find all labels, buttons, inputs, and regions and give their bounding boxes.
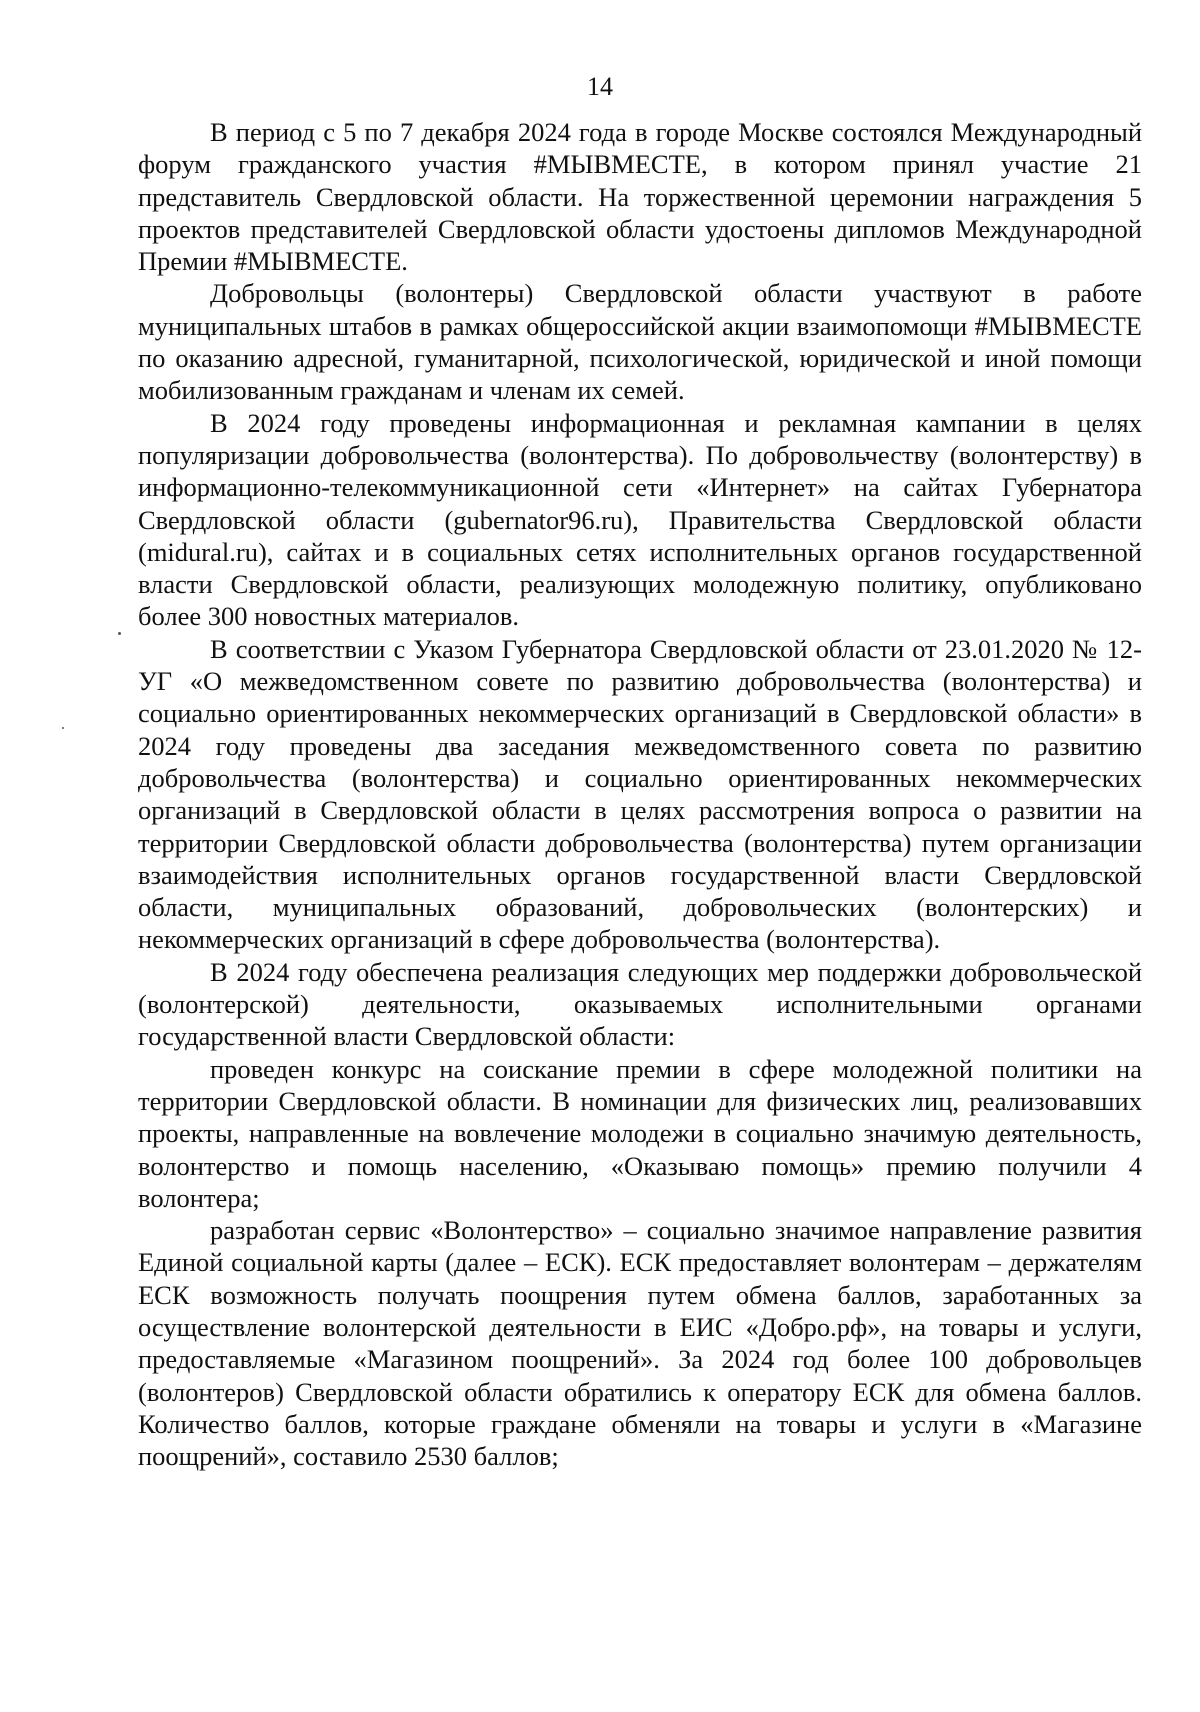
paragraph-forum: В период с 5 по 7 декабря 2024 года в городе Москве состоялся Международный форум гражданского участия #МЫВМЕСТЕ, в котором принял участие 21 представитель Свердловской области. На торжественной церемонии награждения 5 проектов представителей Свердловской области удостоены дипломов Международной Премии #МЫВМЕСТЕ. <box>138 117 1142 277</box>
paragraph-information-campaign: В 2024 году проведены информационная и рекламная кампании в целях популяризации добровольчества (волонтерства). По добровольчеству (волонтерству) в информационно-телекоммуникационной сети «Интернет» на сайтах Губернатора Свердловской области (gubernator96.ru), Правительства Свердловской области (midural.ru), сайтах и в социальных сетях исполнительных органов государственной власти Свердловской области, реализующих молодежную политику, опубликовано более 300 новостных материалов. <box>138 407 1142 632</box>
paragraph-volunteers-headquarters: Добровольцы (волонтеры) Свердловской области участвуют в работе муниципальных штабов в рамках общероссийской акции взаимопомощи #МЫВМЕСТЕ по оказанию адресной, гуманитарной, психологической, юридической и иной помощи мобилизованным гражданам и членам их семей. <box>138 278 1142 406</box>
scan-speck <box>62 727 64 729</box>
paragraph-interdepartmental-council: В соответствии с Указом Губернатора Свердловской области от 23.01.2020 № 12-УГ «О межведомственном совете по развитию добровольчества (волонтерства) и социально ориентированных некоммерческих организаций в Свердловской области» в 2024 году проведены два заседания межведомственного совета по развитию добровольчества (волонтерства) и социально ориентированных некоммерческих организаций в Свердловской области в целях рассмотрения вопроса о развитии на территории Свердловской области добровольчества (волонтерства) путем организации взаимодействия исполнительных органов государственной власти Свердловской области, муниципальных образований, добровольческих (волонтерских) и некоммерческих организаций в сфере добровольчества (волонтерства). <box>138 633 1142 955</box>
scan-speck <box>118 632 121 635</box>
body-text <box>138 116 1142 1472</box>
paragraph-volunteering-service: разработан сервис «Волонтерство» – социально значимое направление развития Единой социальной карты (далее – ЕСК). ЕСК предоставляет волонтерам – держателям ЕСК возможность получать поощрения путем обмена баллов, заработанных за осуществление волонтерской деятельности в ЕИС «Добро.рф», на товары и услуги, предоставляемые «Магазином поощрений». За 2024 год более 100 добровольцев (волонтеров) Свердловской области обратились к оператору ЕСК для обмена баллов. Количество баллов, которые граждане обменяли на товары и услуги в «Магазине поощрений», составило 2530 баллов; <box>138 1215 1142 1472</box>
paragraph-support-measures: В 2024 году обеспечена реализация следующих мер поддержки добровольческой (волонтерской) деятельности, оказываемых исполнительными органами государственной власти Свердловской области: <box>138 956 1142 1052</box>
paragraph-youth-policy-award: проведен конкурс на соискание премии в сфере молодежной политики на территории Свердловской области. В номинации для физических лиц, реализовавших проекты, направленные на вовлечение молодежи в социально значимую деятельность, волонтерство и помощь населению, «Оказываю помощь» премию получили 4 волонтера; <box>138 1053 1142 1213</box>
page-number: 14 <box>587 72 613 101</box>
